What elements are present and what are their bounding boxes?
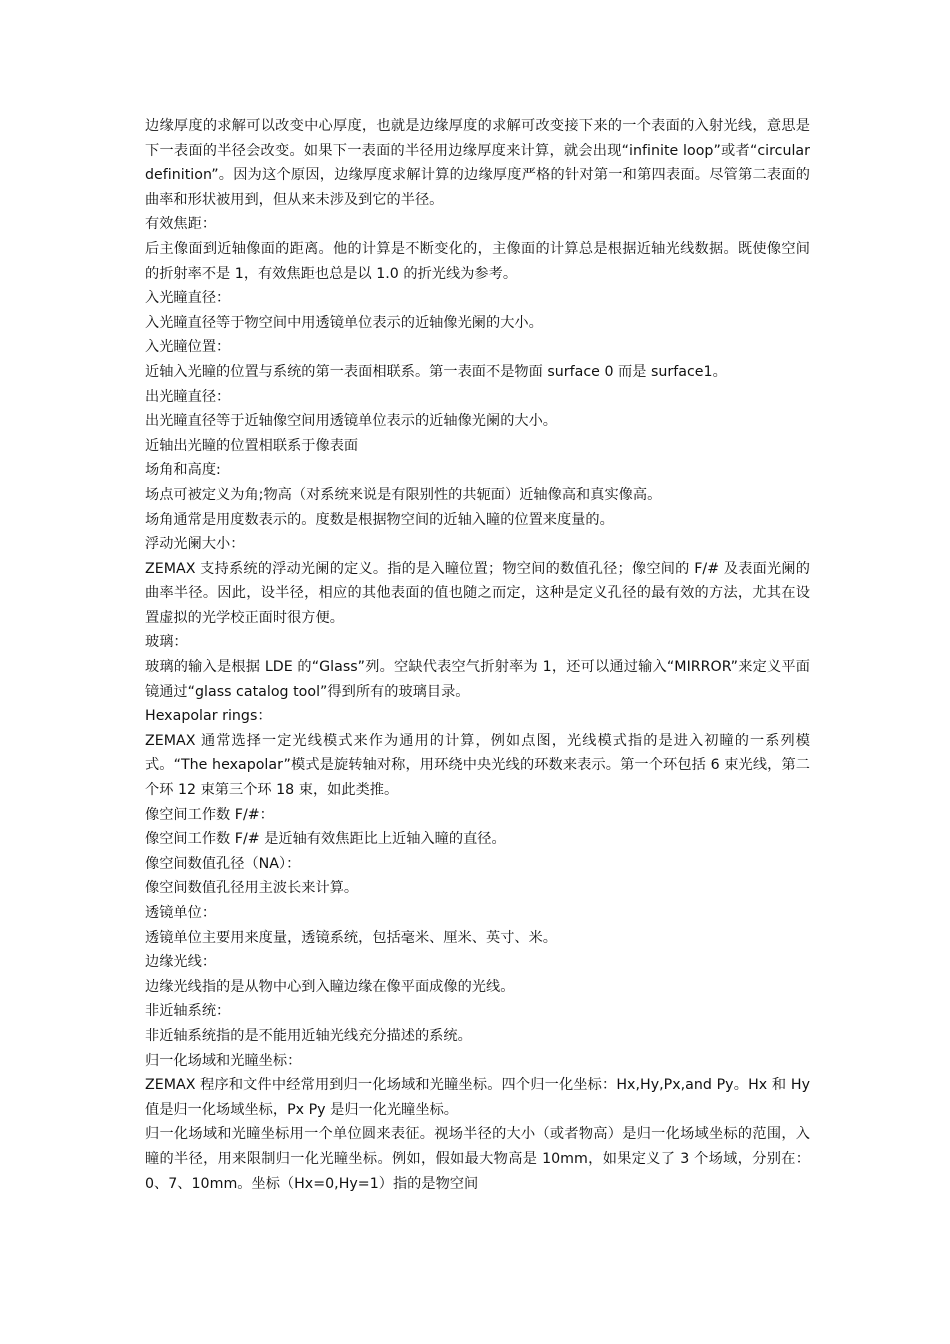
heading-non-paraxial-system: 非近轴系统： <box>145 1003 231 1020</box>
heading-glass: 玻璃： <box>145 634 188 651</box>
heading-floating-stop: 浮动光阑大小： <box>145 536 245 553</box>
paragraph-image-space-f-number: 像空间工作数 F/# 是近轴有效焦距比上近轴入瞳的直径。 <box>145 831 506 848</box>
paragraph-lens-units: 透镜单位主要用来度量，透镜系统，包括毫米、厘米、英寸、米。 <box>145 929 558 946</box>
heading-marginal-ray: 边缘光线： <box>145 954 217 971</box>
paragraph-hexapolar-rings: ZEMAX 通常选择一定光线模式来作为通用的计算，例如点图，光线模式指的是进入初瞳的一系列模式。“The hexapolar”模式是旋转轴对称，用环绕中央光线的环数来表示。第一个环包括 6 束光线，第二个环 12 束第三个环 18 束，如此类推。 <box>145 732 810 799</box>
heading-field-angle-height: 场角和高度: <box>145 462 221 479</box>
paragraph-field-angle-height-1: 场点可被定义为角;物高（对系统来说是有限别性的共轭面）近轴像高和真实像高。 <box>145 486 662 503</box>
heading-normalized-coordinates: 归一化场域和光瞳坐标： <box>145 1052 302 1069</box>
paragraph-exit-pupil-position: 近轴出光瞳的位置相联系于像表面 <box>145 437 359 454</box>
document-page <box>145 114 810 1196</box>
heading-image-space-f-number: 像空间工作数 F/#： <box>145 806 274 823</box>
paragraph-image-space-na: 像空间数值孔径用主波长来计算。 <box>145 880 359 897</box>
heading-exit-pupil-diameter: 出光瞳直径： <box>145 388 231 405</box>
paragraph-non-paraxial-system: 非近轴系统指的是不能用近轴光线充分描述的系统。 <box>145 1027 472 1044</box>
heading-lens-units: 透镜单位： <box>145 905 217 921</box>
paragraph-field-angle-height-2: 场角通常是用度数表示的。度数是根据物空间的近轴入瞳的位置来度量的。 <box>145 511 614 528</box>
heading-entrance-pupil-position: 入光瞳位置： <box>145 339 231 356</box>
paragraph-effective-focal-length: 后主像面到近轴像面的距离。他的计算是不断变化的，主像面的计算总是根据近轴光线数据。既使像空间的折射率不是 1，有效焦距也总是以 1.0 的折光线为参考。 <box>145 240 810 282</box>
paragraph-floating-stop: ZEMAX 支持系统的浮动光阑的定义。指的是入瞳位置；物空间的数值孔径；像空间的 F/# 及表面光阑的曲率半径。因此，设半径，相应的其他表面的值也随之而定，这种是定义孔径的最有效的方法，尤其在设置虚拟的光学校正面时很方便。 <box>145 560 810 626</box>
heading-hexapolar-rings: Hexapolar rings： <box>145 708 272 725</box>
paragraph-entrance-pupil-position: 近轴入光瞳的位置与系统的第一表面相联系。第一表面不是物面 surface 0 而是 surface1。 <box>145 363 727 380</box>
paragraph-entrance-pupil-diameter: 入光瞳直径等于物空间中用透镜单位表示的近轴像光阑的大小。 <box>145 314 543 331</box>
paragraph-marginal-ray: 边缘光线指的是从物中心到入瞳边缘在像平面成像的光线。 <box>145 978 515 995</box>
heading-image-space-na: 像空间数值孔径（NA）： <box>145 855 301 872</box>
paragraph-normalized-coordinates-1: ZEMAX 程序和文件中经常用到归一化场域和光瞳坐标。四个归一化坐标：Hx,Hy,Px,and Py。Hx 和 Hy 值是归一化场域坐标，Px Py 是归一化光瞳坐标。 <box>145 1077 810 1118</box>
heading-entrance-pupil-diameter: 入光瞳直径： <box>145 290 231 307</box>
paragraph-exit-pupil-diameter: 出光瞳直径等于近轴像空间用透镜单位表示的近轴像光阑的大小。 <box>145 413 558 430</box>
heading-effective-focal-length: 有效焦距： <box>145 216 217 233</box>
paragraph-glass: 玻璃的输入是根据 LDE 的“Glass”列。空缺代表空气折射率为 1，还可以通过输入“MIRROR”来定义平面镜通过“glass catalog tool”得到所有的玻璃目录。 <box>145 659 810 700</box>
paragraph-normalized-coordinates-2: 归一化场域和光瞳坐标用一个单位圆来表征。视场半径的大小（或者物高）是归一化场域坐标的范围，入瞳的半径，用来限制归一化光瞳坐标。例如，假如最大物高是 10mm，如果定义了 3 个场域，分别在：0、7、10mm。坐标（Hx=0,Hy=1）指的是物空间 <box>145 1126 810 1192</box>
paragraph-edge-thickness: 边缘厚度的求解可以改变中心厚度，也就是边缘厚度的求解可改变接下来的一个表面的入射光线，意思是下一表面的半径会改变。如果下一表面的半径用边缘厚度来计算，就会出现“infinite loop”或者“circular definition”。因为这个原因，边缘厚度求解计算的边缘厚度严格的针对第一和第四表面。尽管第二表面的曲率和形状被用到，但从来未涉及到它的半径。 <box>145 118 810 208</box>
